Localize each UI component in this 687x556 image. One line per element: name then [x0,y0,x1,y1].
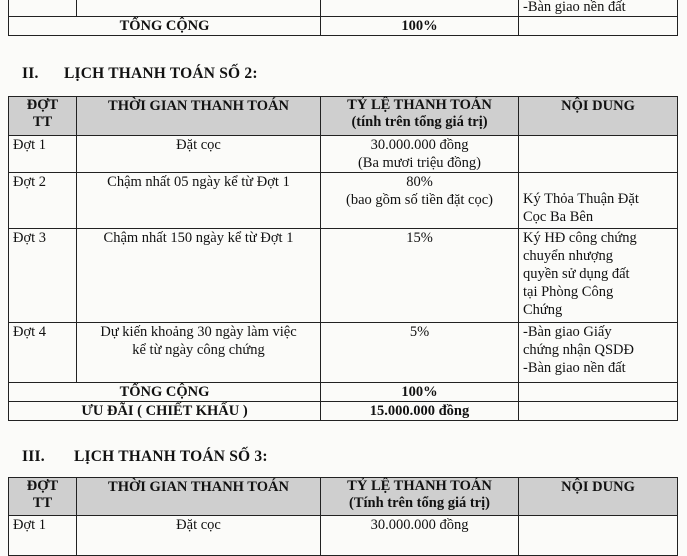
top-table [8,0,678,36]
row-rate: 30.000.000 đồng [321,516,519,556]
row-rate: 80% (bao gồm số tiền đặt cọc) [321,173,519,229]
header-dot: ĐỢT TT [9,478,77,516]
section2-heading [22,65,258,83]
discount-value: 15.000.000 đồng [321,402,519,421]
top-total-value: 100% [321,17,519,36]
row-dot: Đợt 2 [9,173,77,229]
row-content [519,136,678,173]
table-row [9,516,678,556]
total-label: TỔNG CỘNG [9,383,321,402]
row-dot: Đợt 1 [9,516,77,556]
discount-label: ƯU ĐÃI ( CHIẾT KHẤU ) [9,402,321,421]
row-content: -Bàn giao Giấy chứng nhận QSDĐ -Bàn giao nền đất [519,323,678,383]
payment-table-2 [8,96,678,421]
row-dot: Đợt 1 [9,136,77,173]
payment-table-3 [8,477,678,556]
row-time: Đặt cọc [77,136,321,173]
header-content: NỘI DUNG [519,478,678,516]
table-row [9,323,678,383]
row-time: Dự kiến khoảng 30 ngày làm việc kể từ ngày công chứng [77,323,321,383]
row-content: Ký HĐ công chứng chuyển nhượng quyền sử dụng đất tại Phòng Công Chứng [519,229,678,323]
header-rate: TỶ LỆ THANH TOÁN (tính trên tổng giá trị) [321,97,519,136]
discount-row [9,402,678,421]
section3-title: LỊCH THANH TOÁN SỐ 3: [74,448,268,465]
total-value: 100% [321,383,519,402]
header-dot: ĐỢT TT [9,97,77,136]
row-time: Chậm nhất 150 ngày kể từ Đợt 1 [77,229,321,323]
header-rate: TỶ LỆ THANH TOÁN (Tính trên tổng giá trị) [321,478,519,516]
table-row [9,173,678,229]
section2-title: LỊCH THANH TOÁN SỐ 2: [64,65,258,82]
section3-number: III. [22,448,45,465]
row-dot: Đợt 4 [9,323,77,383]
table-row [9,136,678,173]
top-last-content: -Bàn giao nền đất [519,0,678,17]
header-time: THỜI GIAN THANH TOÁN [77,97,321,136]
top-total-label: TỔNG CỘNG [9,17,321,36]
total-row [9,383,678,402]
header-time: THỜI GIAN THANH TOÁN [77,478,321,516]
table-row [9,229,678,323]
section2-number: II. [22,65,39,82]
row-rate: 5% [321,323,519,383]
row-content: Ký Thỏa Thuận Đặt Cọc Ba Bên [519,173,678,229]
row-dot: Đợt 3 [9,229,77,323]
section3-heading [22,448,268,466]
row-time: Đặt cọc [77,516,321,556]
row-rate: 30.000.000 đồng (Ba mươi triệu đồng) [321,136,519,173]
row-rate: 15% [321,229,519,323]
header-content: NỘI DUNG [519,97,678,136]
row-time: Chậm nhất 05 ngày kể từ Đợt 1 [77,173,321,229]
